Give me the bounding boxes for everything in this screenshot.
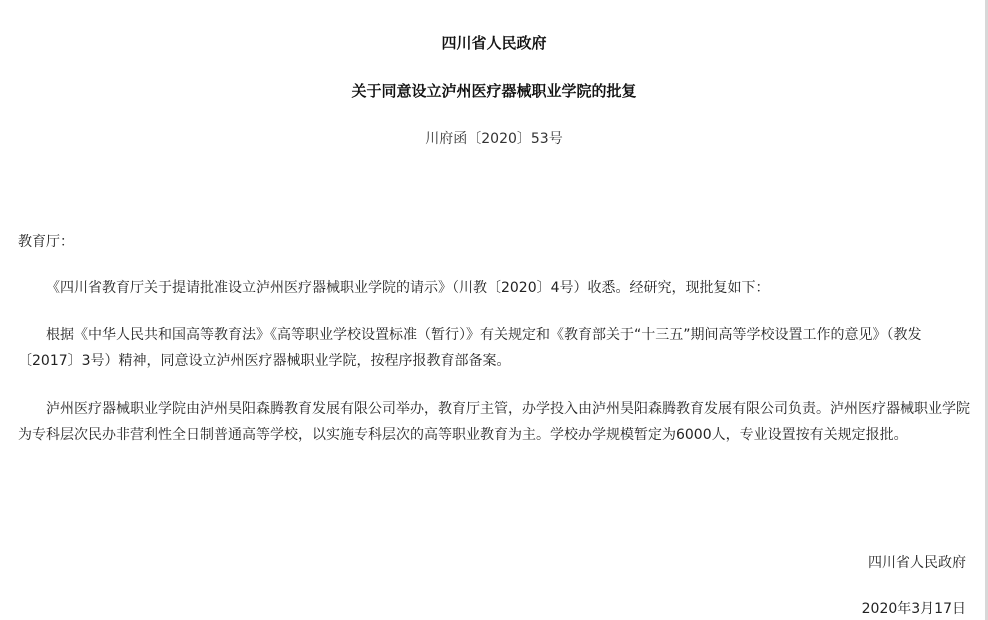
paragraph-school-details: 泸州医疗器械职业学院由泸州昊阳森腾教育发展有限公司举办，教育厅主管，办学投入由泸州昊阳森腾教育发展有限公司负责。泸州医疗器械职业学院为专科层次民办非营利性全日制普通高等学校，以实施专科层次的高等职业教育为主。学校办学规模暂定为6000人，专业设置按有关规定报批。	[18, 401, 970, 443]
signature-date: 2020年3月17日	[861, 601, 966, 617]
paragraph-request-received: 《四川省教育厅关于提请批准设立泸州医疗器械职业学院的请示》（川教〔2020〕4号）收悉。经研究，现批复如下：	[46, 280, 770, 296]
signature-organization: 四川省人民政府	[868, 555, 966, 571]
recipient-line: 教育厅：	[18, 234, 74, 250]
document-number: 川府函〔2020〕53号	[425, 131, 563, 147]
issuer-heading: 四川省人民政府	[441, 34, 547, 52]
paragraph-approval-basis: 根据《中华人民共和国高等教育法》《高等职业学校设置标准（暂行）》有关规定和《教育部关于“十三五”期间高等学校设置工作的意见》（教发〔2017〕3号）精神，同意设立泸州医疗器械职业学院，按程序报教育部备案。	[18, 327, 922, 369]
document-title: 关于同意设立泸州医疗器械职业学院的批复	[351, 82, 637, 100]
